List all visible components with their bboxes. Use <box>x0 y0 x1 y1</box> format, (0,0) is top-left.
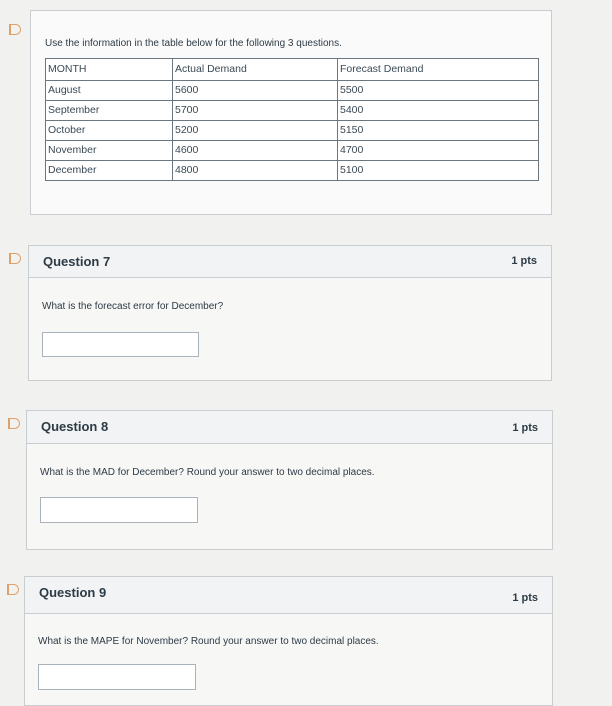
table-cell: November <box>46 141 173 161</box>
answer-input[interactable] <box>42 332 199 357</box>
table-cell: 5700 <box>173 101 338 121</box>
table-cell: 5150 <box>338 121 539 141</box>
question-title: Question 7 <box>43 254 111 269</box>
question-points: 1 pts <box>512 422 538 434</box>
table-cell: 4700 <box>338 141 539 161</box>
question-points: 1 pts <box>512 592 538 604</box>
table-header: Forecast Demand <box>338 59 539 81</box>
question-header <box>27 411 552 444</box>
table-cell: 5400 <box>338 101 539 121</box>
question-8 <box>26 410 553 550</box>
table-cell: 4800 <box>173 161 338 181</box>
table-cell: 5600 <box>173 81 338 101</box>
table-header: Actual Demand <box>173 59 338 81</box>
question-title: Question 8 <box>41 419 109 434</box>
table-cell: October <box>46 121 173 141</box>
table-cell: December <box>46 161 173 181</box>
table-header: MONTH <box>46 59 173 81</box>
table-row <box>46 81 539 101</box>
table-row <box>46 101 539 121</box>
question-9 <box>24 576 553 706</box>
table-cell: 4600 <box>173 141 338 161</box>
question-text: What is the MAD for December? Round your answer to two decimal places. <box>40 467 375 478</box>
flag-icon[interactable] <box>8 418 20 429</box>
intro-panel <box>30 10 552 215</box>
table-row <box>46 161 539 181</box>
table-row <box>46 141 539 161</box>
question-title: Question 9 <box>39 585 107 600</box>
table-cell: 5100 <box>338 161 539 181</box>
flag-icon[interactable] <box>9 253 21 264</box>
flag-icon[interactable] <box>7 584 19 595</box>
answer-input[interactable] <box>40 497 198 523</box>
question-text: What is the forecast error for December? <box>42 301 224 312</box>
question-header <box>25 577 552 614</box>
table-cell: 5500 <box>338 81 539 101</box>
table-cell: 5200 <box>173 121 338 141</box>
question-header <box>29 246 551 278</box>
table-header-row <box>46 59 539 81</box>
table-row <box>46 121 539 141</box>
demand-table <box>45 58 539 181</box>
question-points: 1 pts <box>511 255 537 267</box>
intro-text: Use the information in the table below for the following 3 questions. <box>45 38 342 49</box>
answer-input[interactable] <box>38 664 196 690</box>
question-7 <box>28 245 552 381</box>
question-text: What is the MAPE for November? Round your answer to two decimal places. <box>38 636 379 647</box>
flag-icon[interactable] <box>9 24 21 35</box>
table-cell: August <box>46 81 173 101</box>
table-cell: September <box>46 101 173 121</box>
